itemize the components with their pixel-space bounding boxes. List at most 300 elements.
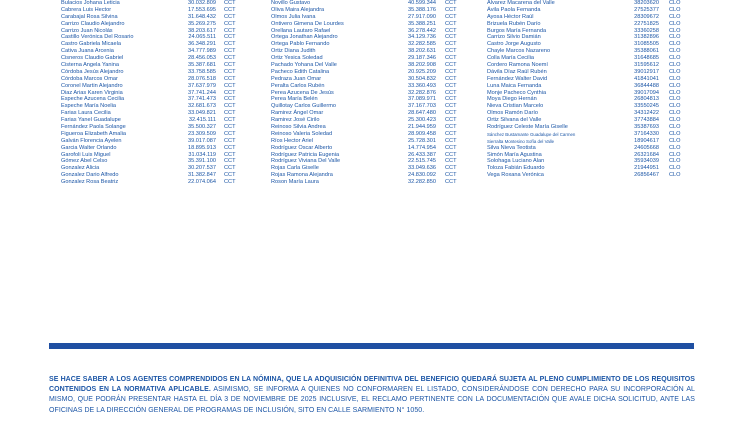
document-number: 35.388.251: [408, 20, 436, 27]
notice-regular-text: ASIMISMO, SE INFORMA A QUIENES NO CONFORMAREN EL LISTADO, CONSIDERÁNDOSE CON DERECHO PARA SU INCORPORACIÓN AL MISMO, QUE PODRÁN PRESENTAR HASTA EL DÍA 3 DE NOVIEMBRE DE 2025 INCLUSIVE, EL RECLAMO PERTINENTE CON LA DOCUMENTACIÓN QUE AVALE DICHA SOLICITUD, ANTE LAS OFICINAS DE LA DIRECCIÓN GENERAL DE PROGRAMAS DE INCLUSIÓN, SITO EN CALLE SARMIENTO N° 1050.: [49, 386, 695, 414]
list-item: [487, 62, 697, 69]
person-name: Rodríguez Viviana Del Valle: [271, 158, 341, 165]
category-code: CCT: [445, 110, 457, 117]
person-name: Olmos Ramón Darío: [487, 110, 538, 117]
person-name: Pacheco Edith Catalina: [271, 68, 330, 75]
list-item: [487, 110, 697, 117]
document-number: 37743884: [634, 117, 659, 124]
list-item: [271, 165, 471, 172]
document-number: 37.167.703: [408, 103, 436, 110]
list-item: [487, 138, 697, 145]
document-number: 33360258: [634, 27, 659, 34]
category-code: CLO: [669, 82, 681, 89]
person-name: Silva Nieva Teotista: [487, 144, 536, 151]
document-number: 25.300.423: [408, 117, 436, 124]
person-name: Perea Azucena De Jesús: [271, 89, 334, 96]
document-number: 32.415.111: [188, 117, 216, 124]
list-item: [271, 0, 471, 7]
document-number: 35388061: [634, 48, 659, 55]
category-code: CCT: [445, 144, 457, 151]
document-number: 30.207.537: [188, 165, 216, 172]
category-code: CCT: [445, 137, 457, 144]
person-name: Reinoso Silvia Andrea: [271, 124, 326, 131]
category-code: CLO: [669, 137, 681, 144]
person-name: Moya Diego Hernán: [487, 96, 537, 103]
document-number: 22751825: [634, 20, 659, 27]
list-item: [271, 117, 471, 124]
list-item: [61, 7, 251, 14]
person-name: Ontivero Gimena De Lourdes: [271, 20, 344, 27]
list-item: [271, 83, 471, 90]
person-name: Luna Maica Fernanda: [487, 82, 542, 89]
list-item: [487, 28, 697, 35]
person-name: Pedraza Juan Omar: [271, 75, 322, 82]
document-number: 37.741.244: [188, 89, 216, 96]
list-item: [61, 34, 251, 41]
person-name: Córdoba Marcos Omar: [61, 75, 118, 82]
person-name: Ortiz Silvana del Valle: [487, 117, 542, 124]
category-code: CCT: [224, 96, 236, 103]
category-code: CCT: [445, 130, 457, 137]
document-number: 26804813: [634, 96, 659, 103]
document-number: 31.034.119: [188, 151, 216, 158]
document-number: 36844488: [634, 82, 659, 89]
document-number: 21.944.959: [408, 124, 436, 131]
list-item: [271, 21, 471, 28]
person-name: Quillotay Carlos Guillermo: [271, 103, 336, 110]
category-code: CLO: [669, 48, 681, 55]
category-code: CCT: [445, 6, 457, 13]
category-code: CCT: [224, 137, 236, 144]
person-name: Ortega Pablo Fernando: [271, 41, 330, 48]
document-number: 30.032.809: [188, 0, 216, 6]
list-item: [487, 34, 697, 41]
category-code: CCT: [224, 165, 236, 172]
list-item: [61, 158, 251, 165]
document-number: 31.648.432: [188, 13, 216, 20]
category-code: CLO: [669, 96, 681, 103]
list-item: [487, 55, 697, 62]
list-item: [487, 158, 697, 165]
document-number: 32.282.850: [408, 179, 436, 186]
document-number: 32.681.673: [188, 103, 216, 110]
category-code: CCT: [445, 48, 457, 55]
category-code: CLO: [669, 41, 681, 48]
document-number: 32.282.585: [408, 41, 436, 48]
document-number: 35387693: [634, 124, 659, 131]
list-item: [61, 48, 251, 55]
person-name: Bulacios Johana Leticia: [61, 0, 120, 6]
list-item: [271, 28, 471, 35]
list-item: [61, 138, 251, 145]
person-name: Gómez Abel Celso: [61, 158, 108, 165]
category-code: CLO: [669, 68, 681, 75]
category-code: CCT: [224, 48, 236, 55]
list-item: [61, 83, 251, 90]
document-number: 37164330: [634, 130, 659, 137]
document-number: 35.388.176: [408, 6, 436, 13]
person-name: Garofoli Luis Miguel: [61, 151, 111, 158]
category-code: CLO: [669, 117, 681, 124]
person-name: Oliva Maira Alejandra: [271, 6, 325, 13]
list-item: [487, 21, 697, 28]
person-name: Chayle Marcos Nazareno: [487, 48, 551, 55]
list-item: [61, 103, 251, 110]
person-name: Figueroa Elizabeth Amalia: [61, 130, 126, 137]
document-number: 39012917: [634, 68, 659, 75]
person-name: Cabrera Luis Hector: [61, 6, 112, 13]
document-number: 26.433.387: [408, 151, 436, 158]
category-code: CCT: [445, 151, 457, 158]
document-number: 34.129.736: [408, 34, 436, 41]
person-name: Cisterna Angela Yanina: [61, 62, 119, 69]
person-name: Diaz Arias Karen Virginia: [61, 89, 123, 96]
list-item: [271, 172, 471, 179]
category-code: CCT: [445, 20, 457, 27]
category-code: CCT: [445, 75, 457, 82]
document-number: 24605668: [634, 144, 659, 151]
category-code: CLO: [669, 158, 681, 165]
list-item: [61, 117, 251, 124]
column-1: [61, 0, 251, 186]
person-name: Perea María Belén: [271, 96, 318, 103]
person-name: Cisneros Claudio Gabriel: [61, 55, 124, 62]
person-name: Gonzalez Alicia: [61, 165, 100, 172]
person-name: Roson María Laura: [271, 179, 319, 186]
person-name: Carrizo Juan Nicolás: [61, 27, 113, 34]
category-code: CCT: [445, 179, 457, 186]
person-name: Rodríguez Patricia Eugenia: [271, 151, 340, 158]
document-number: 37.637.979: [188, 82, 216, 89]
category-code: CCT: [445, 96, 457, 103]
category-code: CCT: [224, 117, 236, 124]
list-item: [487, 0, 697, 7]
person-name: Espeche María Noelia: [61, 103, 117, 110]
document-number: 32.282.876: [408, 89, 436, 96]
list-item: [487, 41, 697, 48]
list-item: [61, 124, 251, 131]
category-code: CLO: [669, 34, 681, 41]
category-code: CCT: [224, 20, 236, 27]
category-code: CCT: [445, 68, 457, 75]
list-item: [271, 145, 471, 152]
list-item: [271, 152, 471, 159]
person-name: Cordero Ramona Noemí: [487, 62, 548, 69]
category-code: CCT: [224, 82, 236, 89]
category-code: CLO: [669, 55, 681, 62]
document-number: 31648685: [634, 55, 659, 62]
list-item: [61, 55, 251, 62]
list-item: [61, 41, 251, 48]
document-number: 37.089.971: [408, 96, 436, 103]
document-number: 17.553.695: [188, 6, 216, 13]
person-name: Orellana Lautaro Rafael: [271, 27, 331, 34]
list-item: [61, 152, 251, 159]
document-number: 35.269.275: [188, 20, 216, 27]
document-number: 28.456.053: [188, 55, 216, 62]
category-code: CLO: [669, 151, 681, 158]
document-number: 21944951: [634, 165, 659, 172]
category-code: CLO: [669, 124, 681, 131]
category-code: CCT: [445, 27, 457, 34]
person-name: Castro Gabriela Micaela: [61, 41, 122, 48]
list-item: [271, 138, 471, 145]
category-code: CCT: [445, 62, 457, 69]
category-code: CCT: [224, 41, 236, 48]
person-name: Espeche Azucena Cecilia: [61, 96, 125, 103]
person-name: Carrizo Silvio Damián: [487, 34, 541, 41]
document-number: 39.017.087: [188, 137, 216, 144]
category-code: CCT: [445, 55, 457, 62]
person-name: Sierralta Montesino Sofía del Valle: [487, 138, 555, 144]
person-name: Olmos Julia Ivana: [271, 13, 316, 20]
list-item: [487, 172, 697, 179]
list-item: [271, 158, 471, 165]
category-code: CCT: [224, 172, 236, 179]
document-number: 23.309.509: [188, 130, 216, 137]
document-number: 41841041: [634, 75, 659, 82]
document-number: 34312422: [634, 110, 659, 117]
list-item: [61, 131, 251, 138]
person-name: Rodríguez Celeste María Giselle: [487, 124, 568, 131]
list-item: [487, 76, 697, 83]
category-code: CCT: [224, 144, 236, 151]
document-number: 31595612: [634, 62, 659, 69]
list-item: [271, 110, 471, 117]
list-item: [271, 96, 471, 103]
person-name: Gonzalez Dario Alfredo: [61, 172, 119, 179]
category-code: CLO: [669, 20, 681, 27]
document-number: 22.074.064: [188, 179, 216, 186]
document-number: 39017094: [634, 89, 659, 96]
list-item: [61, 96, 251, 103]
category-code: CCT: [445, 13, 457, 20]
category-code: CLO: [669, 110, 681, 117]
category-code: CCT: [445, 0, 457, 6]
category-code: CCT: [445, 82, 457, 89]
list-item: [271, 90, 471, 97]
document-number: 18.895.913: [188, 144, 216, 151]
category-code: CLO: [669, 144, 681, 151]
list-item: [61, 69, 251, 76]
document-number: 35.387.681: [188, 62, 216, 69]
list-item: [487, 131, 697, 138]
list-item: [271, 69, 471, 76]
category-code: CLO: [669, 172, 681, 179]
category-code: CCT: [445, 124, 457, 131]
person-name: Dávila Díaz Raúl Rubén: [487, 68, 547, 75]
document-number: 29.187.346: [408, 55, 436, 62]
category-code: CLO: [669, 27, 681, 34]
category-code: CCT: [224, 75, 236, 82]
category-code: CLO: [669, 62, 681, 69]
category-code: CCT: [224, 124, 236, 131]
category-code: CCT: [224, 34, 236, 41]
category-code: CLO: [669, 75, 681, 82]
person-name: Ortiz Diana Judith: [271, 48, 316, 55]
category-code: CCT: [445, 34, 457, 41]
list-item: [61, 179, 251, 186]
document-number: 25.728.301: [408, 137, 436, 144]
list-item: [487, 90, 697, 97]
list-item: [61, 90, 251, 97]
document-number: 18904617: [634, 137, 659, 144]
list-item: [61, 110, 251, 117]
category-code: CCT: [224, 158, 236, 165]
list-item: [271, 7, 471, 14]
category-code: CCT: [224, 89, 236, 96]
list-item: [487, 165, 697, 172]
document-number: 33.049.821: [188, 110, 216, 117]
person-name: Coronel Martin Alejandro: [61, 82, 123, 89]
person-name: Córdoba Jesús Alejandro: [61, 68, 124, 75]
person-name: Burgos María Fernanda: [487, 27, 547, 34]
category-code: CCT: [445, 158, 457, 165]
category-code: CLO: [669, 89, 681, 96]
list-item: [61, 14, 251, 21]
person-name: Farias Laura Cecilia: [61, 110, 111, 117]
person-name: Peralta Carlos Rubén: [271, 82, 325, 89]
category-code: CCT: [445, 103, 457, 110]
person-name: Monje Pacheco Cynthia: [487, 89, 547, 96]
person-name: Ramirez José Cirilo: [271, 117, 320, 124]
person-name: Castillo Verónica Del Rosario: [61, 34, 134, 41]
category-code: CLO: [669, 13, 681, 20]
document-number: 28309672: [634, 13, 659, 20]
person-name: Simón María Agustina: [487, 151, 542, 158]
list-item: [271, 76, 471, 83]
category-code: CLO: [669, 0, 681, 6]
category-code: CCT: [445, 165, 457, 172]
column-3: [487, 0, 697, 179]
person-name: Ortega Jonathan Alejandro: [271, 34, 338, 41]
notice-bold-text: SE HACE SABER A LOS AGENTES COMPRENDIDOS EN LA NÓMINA, QUE LA ADQUISICIÓN DEFINITIVA DEL BENEFICIO QUEDARÁ SUJETA AL PLENO CUMPLIMIENTO DE LOS REQUISITOS CONTENIDOS EN LA NORMATIVA APLICABLE.: [49, 376, 695, 394]
category-code: CCT: [224, 55, 236, 62]
list-item: [271, 179, 471, 186]
document-number: 30.504.832: [408, 75, 436, 82]
category-code: CCT: [445, 117, 457, 124]
person-name: Galván Florencia Ayelen: [61, 137, 122, 144]
document-number: 38.203.617: [188, 27, 216, 34]
document-number: 38203620: [634, 0, 659, 6]
document-number: 28.909.458: [408, 130, 436, 137]
list-item: [271, 62, 471, 69]
document-number: 31382896: [634, 34, 659, 41]
document-number: 31085505: [634, 41, 659, 48]
document-number: 36.348.291: [188, 41, 216, 48]
person-name: Carrizo Claudio Alejandro: [61, 20, 125, 27]
list-item: [271, 14, 471, 21]
category-code: CCT: [224, 130, 236, 137]
person-name: Castro Jorge Augusto: [487, 41, 541, 48]
list-item: [487, 152, 697, 159]
person-name: Colla María Cecilia: [487, 55, 534, 62]
list-item: [487, 83, 697, 90]
document-number: 31.382.847: [188, 172, 216, 179]
document-number: 40.599.344: [408, 0, 436, 6]
category-code: CLO: [669, 103, 681, 110]
document-number: 35.500.327: [188, 124, 216, 131]
list-item: [487, 48, 697, 55]
person-name: Fernández Paola Solange: [61, 124, 126, 131]
list-item: [487, 124, 697, 131]
list-item: [271, 34, 471, 41]
person-name: Sánchez Bustamante Guadalupe del Carmen: [487, 131, 576, 137]
person-name: Toloza Fabián Eduardo: [487, 165, 545, 172]
list-item: [487, 117, 697, 124]
list-item: [61, 165, 251, 172]
person-name: Farias Yanel Guadalupe: [61, 117, 121, 124]
category-code: CLO: [669, 165, 681, 172]
category-code: CLO: [669, 6, 681, 13]
person-name: Ramirez Ángel Omar: [271, 110, 324, 117]
document-number: 36.278.442: [408, 27, 436, 34]
list-item: [61, 0, 251, 7]
list-item: [487, 145, 697, 152]
list-item: [61, 172, 251, 179]
document-number: 35934039: [634, 158, 659, 165]
person-name: Rojas Ramona Alejandra: [271, 172, 333, 179]
list-item: [271, 55, 471, 62]
person-name: Cativa Juana Arcenia: [61, 48, 114, 55]
document-number: 33.758.585: [188, 68, 216, 75]
person-name: Álvarez Macarena del Valle: [487, 0, 555, 6]
list-item: [61, 145, 251, 152]
category-code: CCT: [224, 62, 236, 69]
person-name: Pachado Yohana Del Valle: [271, 62, 337, 69]
category-code: CLO: [669, 130, 681, 137]
list-item: [487, 7, 697, 14]
list-item: [271, 131, 471, 138]
document-number: 38.202.631: [408, 48, 436, 55]
document-number: 38.202.908: [408, 62, 436, 69]
document-number: 24.065.511: [188, 34, 216, 41]
person-name: Ortiz Yesica Soledad: [271, 55, 323, 62]
person-name: Gonzalez Rosa Beatriz: [61, 179, 119, 186]
document-number: 37.741.473: [188, 96, 216, 103]
category-code: CCT: [224, 110, 236, 117]
document-number: 22.515.745: [408, 158, 436, 165]
document-number: 24.830.092: [408, 172, 436, 179]
document-number: 26321684: [634, 151, 659, 158]
person-name: Brizuela Rubén Darío: [487, 20, 541, 27]
document-number: 28.647.480: [408, 110, 436, 117]
person-name: Ávila Paola Fernanda: [487, 6, 541, 13]
list-item: [487, 69, 697, 76]
person-name: Rojas Carla Giselle: [271, 165, 319, 172]
person-name: Garcia Walter Orlando: [61, 144, 117, 151]
category-code: CCT: [224, 0, 236, 6]
list-item: [487, 14, 697, 21]
list-item: [487, 103, 697, 110]
person-name: Nieva Cristian Marcelo: [487, 103, 544, 110]
category-code: CCT: [445, 89, 457, 96]
list-item: [487, 96, 697, 103]
person-name: Solohaga Luciano Alan: [487, 158, 545, 165]
list-item: [61, 62, 251, 69]
person-name: Rodríguez Oscar Alberto: [271, 144, 333, 151]
document-number: 35.391.100: [188, 158, 216, 165]
document-number: 34.777.989: [188, 48, 216, 55]
list-item: [61, 21, 251, 28]
category-code: CCT: [224, 68, 236, 75]
person-name: Carabajal Rosa Silvina: [61, 13, 118, 20]
document-number: 27.917.090: [408, 13, 436, 20]
list-item: [271, 124, 471, 131]
person-name: Ríos Hector Ariel: [271, 137, 313, 144]
category-code: CCT: [224, 13, 236, 20]
document-number: 33550245: [634, 103, 659, 110]
